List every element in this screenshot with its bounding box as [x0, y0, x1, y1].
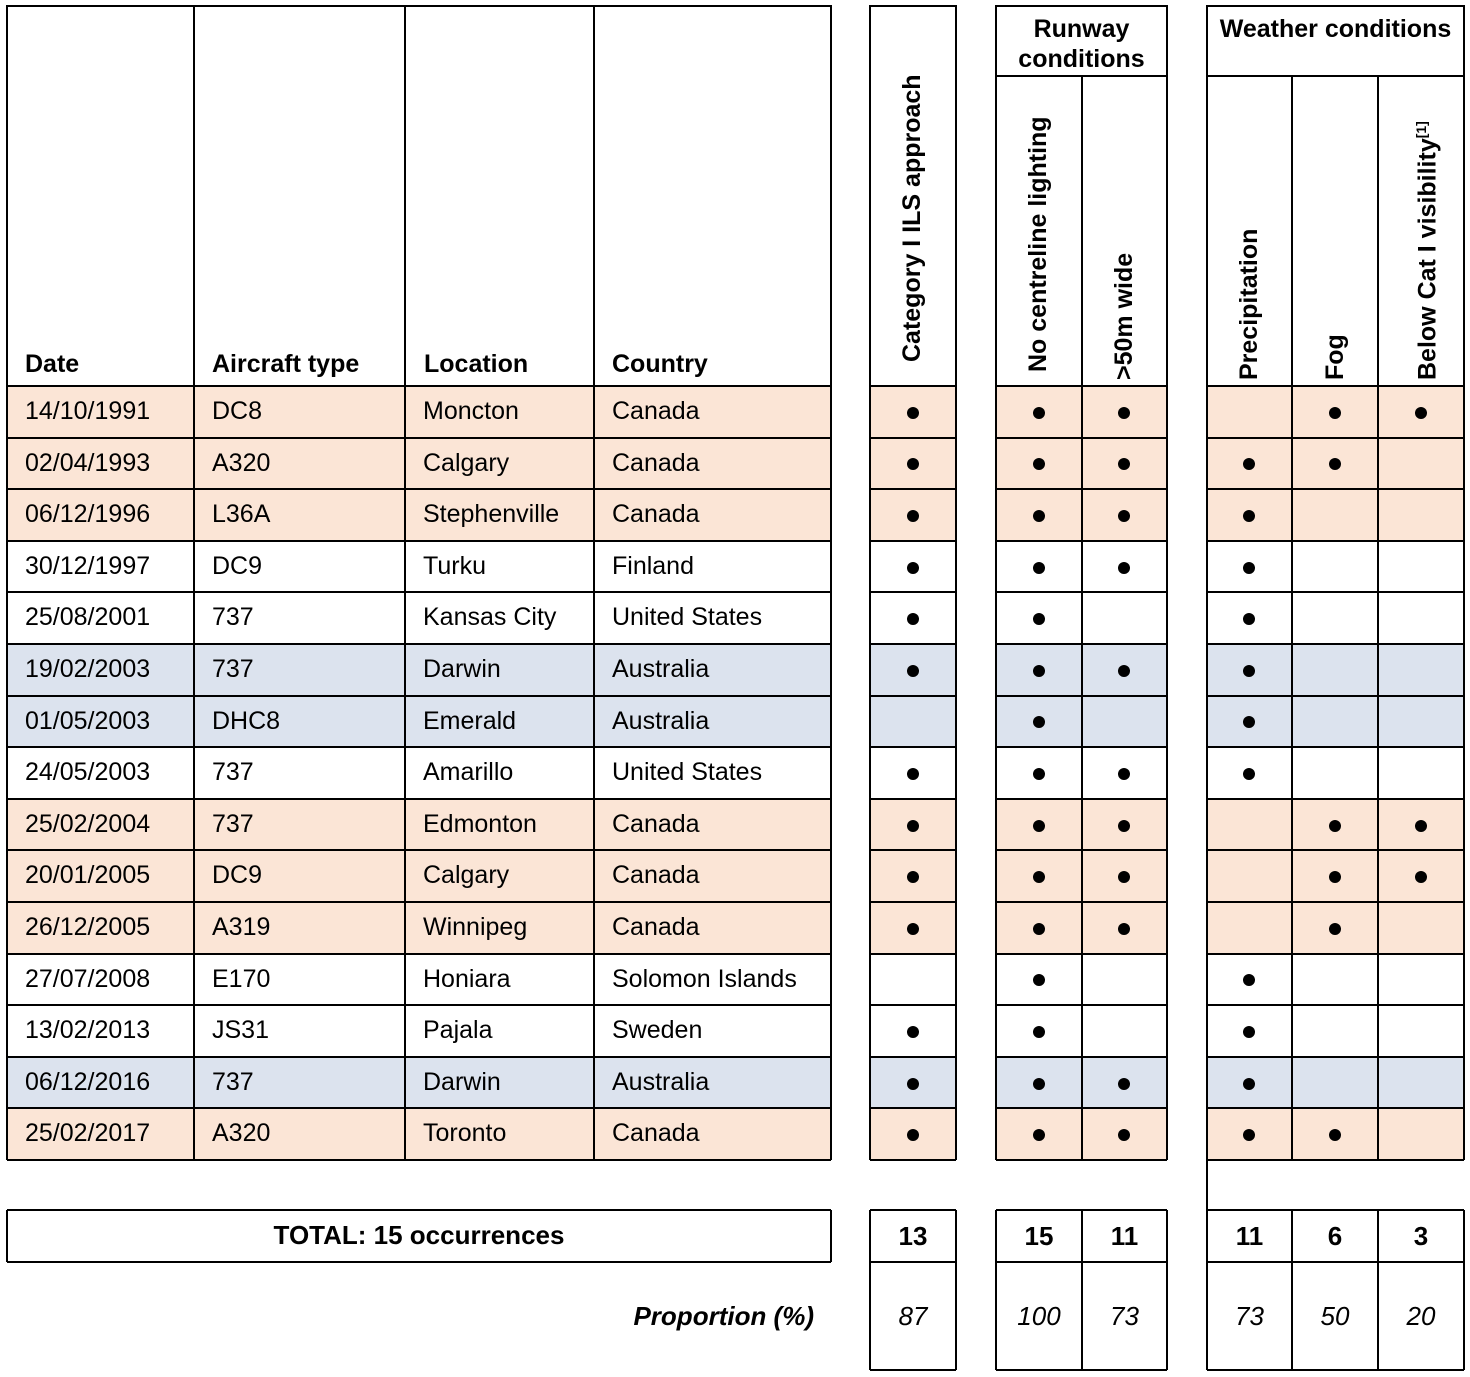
grid-line: [1207, 953, 1464, 955]
cell-date: 20/01/2005: [25, 861, 151, 890]
grid-line: [1207, 5, 1464, 7]
cell-date: 19/02/2003: [25, 655, 151, 683]
table-row: [0, 850, 1, 851]
cell-aircraft: DHC8: [212, 706, 281, 735]
header-no-centreline-lighting: No centreline lighting: [1024, 116, 1052, 372]
grid-line: [7, 798, 831, 800]
cell-location: Darwin: [423, 1067, 501, 1096]
grid-line: [1207, 437, 1464, 439]
table-row: [0, 489, 1, 490]
grid-line: [870, 5, 956, 7]
below-cat-label: Below Cat I visibility: [1413, 138, 1442, 380]
cell-location: Calgary: [423, 861, 510, 890]
cell-date: 25/02/2004: [25, 809, 151, 838]
total-value: 6: [1327, 1221, 1343, 1251]
cell-location: Darwin: [423, 655, 501, 683]
bullet-mark: [1033, 665, 1045, 677]
bullet-mark: [1033, 510, 1045, 522]
bullet-mark: [1033, 1026, 1045, 1038]
grid-line: [870, 643, 956, 645]
grid-line: [870, 488, 956, 490]
cell-aircraft: A320: [212, 1119, 271, 1148]
grid-line: [7, 1004, 831, 1006]
table-row: [0, 386, 1, 387]
grid-line: [6, 1210, 8, 1262]
bullet-mark: [1033, 1078, 1045, 1090]
grid-line: [7, 1261, 831, 1263]
grid-line: [1207, 1261, 1464, 1263]
grid-line: [1081, 75, 1083, 1160]
grid-line: [955, 5, 957, 1160]
cell-aircraft: E170: [212, 964, 271, 993]
total-value: 15: [1024, 1221, 1054, 1251]
proportion-value: 50: [1320, 1301, 1350, 1331]
cell-aircraft: A319: [212, 913, 271, 941]
grid-line: [7, 695, 831, 697]
table-row: [0, 592, 1, 593]
header-runway-conditions: Runway conditions: [1018, 15, 1145, 73]
grid-line: [7, 849, 831, 851]
bullet-mark: [1118, 665, 1130, 677]
bullet-mark: [1243, 613, 1255, 625]
total-label: TOTAL: 15 occurrences: [273, 1220, 565, 1250]
cell-aircraft: DC9: [212, 861, 263, 890]
grid-line: [870, 901, 956, 903]
grid-line: [6, 5, 8, 1160]
grid-line: [1377, 75, 1379, 1160]
grid-line: [870, 953, 956, 955]
grid-line: [1166, 5, 1168, 1160]
cell-country: Solomon Islands: [612, 964, 797, 993]
cell-location: Emerald: [423, 706, 517, 735]
grid-line: [7, 385, 831, 387]
proportion-label: Proportion (%): [633, 1301, 814, 1331]
header-over-50m-wide: >50m wide: [1110, 252, 1138, 380]
grid-line: [1206, 5, 1208, 1160]
grid-line: [1206, 1160, 1208, 1210]
cell-aircraft: DC9: [212, 551, 263, 580]
grid-line: [1207, 385, 1464, 387]
grid-line: [1207, 746, 1464, 748]
grid-line: [7, 901, 831, 903]
header-precipitation: Precipitation: [1235, 228, 1263, 380]
proportion-value: 87: [898, 1301, 928, 1331]
cell-date: 01/05/2003: [25, 706, 151, 735]
grid-line: [870, 1369, 956, 1371]
cell-date: 24/05/2003: [25, 758, 151, 787]
cell-date: 25/08/2001: [25, 603, 151, 632]
grid-line: [7, 488, 831, 490]
grid-line: [1207, 1056, 1464, 1058]
grid-line: [1207, 1004, 1464, 1006]
bullet-mark: [907, 510, 919, 522]
cell-date: 25/02/2017: [25, 1119, 151, 1148]
table-row: [0, 954, 1, 955]
table-row: [0, 644, 1, 645]
grid-line: [870, 591, 956, 593]
cell-location: Edmonton: [423, 809, 537, 838]
grid-line: [1207, 75, 1464, 77]
grid-line: [869, 5, 871, 1160]
grid-line: [870, 849, 956, 851]
grid-line: [870, 1056, 956, 1058]
bullet-mark: [907, 1026, 919, 1038]
cell-location: Amarillo: [423, 758, 514, 787]
bullet-mark: [1118, 768, 1130, 780]
bullet-mark: [1243, 510, 1255, 522]
grid-line: [1207, 1209, 1464, 1211]
bullet-mark: [1033, 820, 1045, 832]
bullet-mark: [1118, 820, 1130, 832]
bullet-mark: [1415, 407, 1427, 419]
grid-line: [7, 5, 831, 7]
cell-location: Pajala: [423, 1016, 493, 1045]
bullet-mark: [1033, 407, 1045, 419]
table-row: [0, 541, 1, 542]
grid-line: [7, 437, 831, 439]
bullet-mark: [907, 562, 919, 574]
cell-aircraft: 737: [212, 809, 254, 838]
cell-country: Finland: [612, 551, 694, 580]
grid-line: [193, 5, 195, 1160]
cell-location: Winnipeg: [423, 913, 528, 941]
table-row: [0, 696, 1, 697]
table-row: [0, 1005, 1, 1006]
cell-aircraft: 737: [212, 758, 254, 787]
grid-line: [7, 643, 831, 645]
grid-line: [870, 1107, 956, 1109]
grid-line: [1463, 5, 1465, 1160]
grid-line: [1207, 488, 1464, 490]
bullet-mark: [907, 923, 919, 935]
cell-country: United States: [612, 603, 763, 632]
bullet-mark: [907, 665, 919, 677]
grid-line: [870, 437, 956, 439]
cell-location: Kansas City: [423, 603, 557, 632]
grid-line: [1207, 540, 1464, 542]
grid-line: [1207, 643, 1464, 645]
header-weather-conditions: Weather conditions: [1219, 15, 1452, 43]
cell-country: Australia: [612, 1067, 710, 1096]
cell-location: Stephenville: [423, 500, 560, 529]
grid-line: [7, 1056, 831, 1058]
cell-aircraft: JS31: [212, 1016, 269, 1045]
cell-date: 02/04/1993: [25, 448, 151, 477]
header-aircraft-type: Aircraft type: [212, 350, 360, 378]
header-ils-approach: Category I ILS approach: [898, 74, 926, 362]
bullet-mark: [1243, 1078, 1255, 1090]
grid-line: [870, 540, 956, 542]
cell-aircraft: DC8: [212, 397, 263, 425]
grid-line: [870, 1209, 956, 1211]
bullet-mark: [1243, 562, 1255, 574]
bullet-mark: [1118, 407, 1130, 419]
bullet-mark: [1243, 768, 1255, 780]
cell-country: Canada: [612, 809, 700, 838]
bullet-mark: [1033, 613, 1045, 625]
proportion-value: 100: [1017, 1301, 1061, 1331]
grid-line: [7, 746, 831, 748]
grid-line: [7, 591, 831, 593]
cell-date: 27/07/2008: [25, 964, 151, 993]
grid-line: [870, 746, 956, 748]
header-country: Country: [612, 350, 708, 378]
cell-location: Moncton: [423, 397, 519, 425]
proportion-value: 73: [1110, 1301, 1139, 1331]
cell-country: Canada: [612, 500, 700, 529]
grid-line: [870, 1159, 956, 1161]
bullet-mark: [907, 1078, 919, 1090]
footnote-marker: [1]: [1413, 121, 1429, 139]
cell-location: Calgary: [423, 448, 510, 477]
grid-line: [1207, 591, 1464, 593]
bullet-mark: [907, 613, 919, 625]
bullet-mark: [1033, 923, 1045, 935]
grid-line: [7, 1209, 831, 1211]
cell-aircraft: 737: [212, 1067, 254, 1096]
table-row: [0, 747, 1, 748]
grid-line: [1207, 1107, 1464, 1109]
grid-line: [870, 1261, 956, 1263]
total-value: 11: [1110, 1221, 1139, 1251]
bullet-mark: [907, 407, 919, 419]
total-value: 3: [1413, 1221, 1429, 1251]
total-value: 13: [898, 1221, 928, 1251]
cell-date: 14/10/1991: [25, 397, 151, 425]
bullet-mark: [1243, 974, 1255, 986]
grid-line: [1207, 1369, 1464, 1371]
row-shade: [870, 696, 956, 748]
grid-line: [995, 5, 997, 1160]
proportion-value: 20: [1406, 1301, 1436, 1331]
table-row: [0, 1057, 1, 1058]
table-row: [0, 902, 1, 903]
cell-date: 06/12/2016: [25, 1067, 151, 1096]
cell-aircraft: 737: [212, 655, 254, 683]
header-date: Date: [25, 350, 80, 378]
cell-country: Australia: [612, 706, 710, 735]
cell-location: Turku: [423, 551, 486, 580]
cell-date: 13/02/2013: [25, 1016, 151, 1045]
bullet-mark: [1329, 820, 1341, 832]
cell-country: Sweden: [612, 1016, 703, 1045]
cell-location: Toronto: [423, 1119, 507, 1148]
header-fog: Fog: [1321, 334, 1349, 380]
header-below-cat-i-visibility: [1406, 121, 1442, 380]
table-row: [0, 438, 1, 439]
cell-country: Canada: [612, 913, 700, 941]
grid-line: [7, 540, 831, 542]
grid-line: [870, 385, 956, 387]
bullet-mark: [1329, 923, 1341, 935]
grid-line: [1207, 901, 1464, 903]
cell-country: United States: [612, 758, 763, 787]
cell-country: Canada: [612, 1119, 700, 1148]
cell-aircraft: 737: [212, 603, 254, 632]
grid-line: [1291, 75, 1293, 1160]
grid-line: [870, 695, 956, 697]
bullet-mark: [1243, 665, 1255, 677]
grid-line: [1207, 695, 1464, 697]
cell-date: 30/12/1997: [25, 551, 151, 580]
bullet-mark: [1243, 1026, 1255, 1038]
table-row: [0, 1108, 1, 1109]
cell-country: Australia: [612, 655, 710, 683]
bullet-mark: [907, 820, 919, 832]
bullet-mark: [907, 768, 919, 780]
grid-line: [7, 953, 831, 955]
grid-line: [830, 1210, 832, 1262]
total-value: 11: [1235, 1221, 1264, 1251]
grid-line: [996, 5, 1167, 7]
bullet-mark: [1118, 923, 1130, 935]
proportion-value: 73: [1235, 1301, 1264, 1331]
bullet-mark: [1118, 510, 1130, 522]
bullet-mark: [1033, 768, 1045, 780]
cell-country: Canada: [612, 397, 700, 425]
cell-date: 26/12/2005: [25, 913, 151, 941]
bullet-mark: [1329, 407, 1341, 419]
bullet-mark: [1415, 820, 1427, 832]
grid-line: [870, 1004, 956, 1006]
grid-line: [1207, 849, 1464, 851]
grid-line: [404, 5, 406, 1160]
grid-line: [1207, 1159, 1464, 1161]
cell-location: Honiara: [423, 964, 511, 993]
cell-country: Canada: [612, 448, 700, 477]
grid-line: [830, 5, 832, 1160]
cell-country: Canada: [612, 861, 700, 890]
table-row: [0, 799, 1, 800]
bullet-mark: [1118, 562, 1130, 574]
grid-line: [7, 1159, 831, 1161]
grid-line: [7, 1107, 831, 1109]
header-location: Location: [424, 350, 529, 378]
grid-line: [870, 798, 956, 800]
bullet-mark: [1118, 1078, 1130, 1090]
grid-line: [1207, 798, 1464, 800]
grid-line: [593, 5, 595, 1160]
cell-aircraft: A320: [212, 448, 271, 477]
cell-date: 06/12/1996: [25, 500, 151, 529]
bullet-mark: [1033, 562, 1045, 574]
cell-aircraft: L36A: [212, 500, 271, 529]
bullet-mark: [1033, 974, 1045, 986]
